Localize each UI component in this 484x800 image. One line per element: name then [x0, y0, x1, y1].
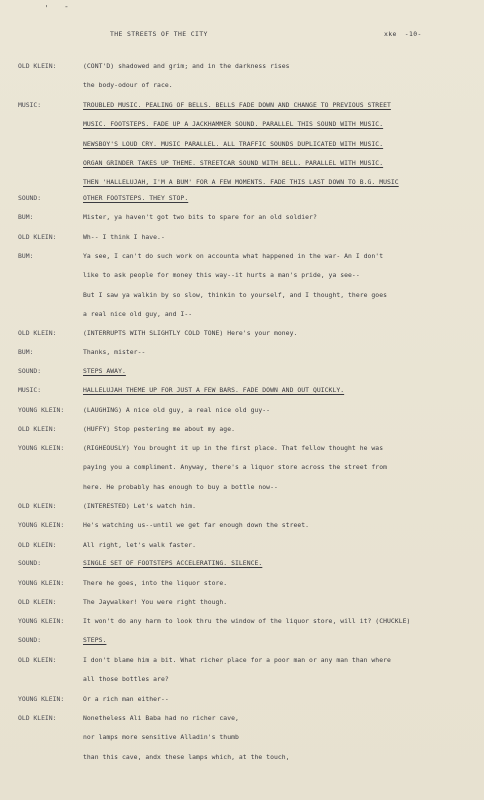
speaker-label: YOUNG KLEIN: [18, 521, 65, 529]
speaker-label: BUM: [18, 213, 34, 221]
speaker-label: YOUNG KLEIN: [18, 617, 65, 625]
speaker-label: YOUNG KLEIN: [18, 406, 65, 414]
cue-line: TROUBLED MUSIC. PEALING OF BELLS. BELLS FADE DOWN AND CHANGE TO PREVIOUS STREET [83, 101, 391, 109]
corner-mark: ' [44, 4, 49, 13]
speaker-label: MUSIC: [18, 386, 42, 394]
dialogue-line: all those bottles are? [83, 675, 169, 684]
speaker-label: OLD KLEIN: [18, 502, 57, 510]
speaker-label: SOUND: [18, 559, 42, 567]
dialogue-line: He's watching us--until we get far enough down the street. [83, 521, 310, 529]
dialogue-line: than this cave, andx these lamps which, at the touch, [83, 752, 290, 761]
cue-line: ORGAN GRINDER TAKES UP THEME. STREETCAR SOUND WITH BELL. PARALLEL WITH MUSIC. [83, 158, 384, 167]
dialogue-line: paying you a compliment. Anyway, there's a liquor store across the street from [83, 463, 388, 472]
corner-mark: - [64, 2, 69, 11]
page-header-title: THE STREETS OF THE CITY [110, 30, 208, 38]
speaker-label: SOUND: [18, 367, 42, 375]
speaker-label: MUSIC: [18, 101, 42, 109]
dialogue-line: (INTERESTED) Let's watch him. [83, 502, 197, 510]
dialogue-line: There he goes, into the liquor store. [83, 579, 228, 587]
dialogue-line: (LAUGHING) A nice old guy, a real nice old guy-- [83, 406, 271, 414]
speaker-label: OLD KLEIN: [18, 425, 57, 433]
cue-line: HALLELUJAH THEME UP FOR JUST A FEW BARS. FADE DOWN AND OUT QUICKLY. [83, 386, 345, 394]
dialogue-line: Nonetheless Ali Baba had no richer cave, [83, 714, 239, 722]
speaker-label: YOUNG KLEIN: [18, 695, 65, 703]
cue-line: NEWSBOY'S LOUD CRY. MUSIC PARALLEL. ALL TRAFFIC SOUNDS DUPLICATED WITH MUSIC. [83, 139, 384, 148]
speaker-label: OLD KLEIN: [18, 62, 57, 70]
dialogue-line: But I saw ya walkin by so slow, thinkin to yourself, and I thought, there goes [83, 290, 388, 299]
dialogue-line: It won't do any harm to look thru the window of the liquor store, will it? (CHUCKLE) [83, 617, 411, 625]
speaker-label: BUM: [18, 252, 34, 260]
cue-line: STEPS AWAY. [83, 367, 126, 375]
cue-line: OTHER FOOTSTEPS. THEY STOP. [83, 194, 189, 202]
page-number: -10- [404, 30, 422, 38]
dialogue-line: (RIGHEOUSLY) You brought it up in the first place. That fellow thought he was [83, 444, 384, 452]
dialogue-line: I don't blame him a bit. What richer place for a poor man or any man than where [83, 656, 391, 664]
dialogue-line: (CONT'D) shadowed and grim; and in the darkness rises [83, 62, 290, 70]
dialogue-line: nor lamps more sensitive Alladin's thumb [83, 733, 239, 742]
dialogue-line: Or a rich man either-- [83, 695, 169, 703]
speaker-label: BUM: [18, 348, 34, 356]
speaker-label: OLD KLEIN: [18, 714, 57, 722]
speaker-label: OLD KLEIN: [18, 329, 57, 337]
dialogue-line: Ya see, I can't do such work on accounta what happened in the war- An I don't [83, 252, 384, 260]
cue-line: SINGLE SET OF FOOTSTEPS ACCELERATING. SILENCE. [83, 559, 263, 567]
speaker-label: OLD KLEIN: [18, 541, 57, 549]
script-code: xke [384, 30, 397, 38]
speaker-label: OLD KLEIN: [18, 656, 57, 664]
dialogue-line: Thanks, mister-- [83, 348, 146, 356]
dialogue-line: like to ask people for money this way--it hurts a man's pride, ya see-- [83, 271, 360, 280]
speaker-label: YOUNG KLEIN: [18, 579, 65, 587]
cue-line: MUSIC. FOOTSTEPS. FADE UP A JACKHAMMER SOUND. PARALLEL THIS SOUND WITH MUSIC. [83, 120, 384, 129]
page-header-code [384, 30, 430, 38]
speaker-label: SOUND: [18, 636, 42, 644]
speaker-label: YOUNG KLEIN: [18, 444, 65, 452]
dialogue-line: Mister, ya haven't got two bits to spare for an old soldier? [83, 213, 317, 221]
dialogue-line: The Jaywalker! You were right though. [83, 598, 228, 606]
cue-line: STEPS. [83, 636, 107, 644]
dialogue-line: All right, let's walk faster. [83, 541, 197, 549]
dialogue-line: (INTERRUPTS WITH SLIGHTLY COLD TONE) Here's your money. [83, 329, 298, 337]
speaker-label: OLD KLEIN: [18, 233, 57, 241]
cue-line: THEN 'HALLELUJAH, I'M A BUM' FOR A FEW MOMENTS. FADE THIS LAST DOWN TO B.G. MUSIC [83, 178, 399, 187]
dialogue-line: here. He probably has enough to buy a bottle now-- [83, 482, 278, 491]
speaker-label: OLD KLEIN: [18, 598, 57, 606]
dialogue-line: Wh-- I think I have.- [83, 233, 165, 241]
dialogue-line: (HUFFY) Stop pestering me about my age. [83, 425, 236, 433]
dialogue-line: a real nice old guy, and I-- [83, 309, 193, 318]
dialogue-line: the body-odour of race. [83, 81, 173, 90]
speaker-label: SOUND: [18, 194, 42, 202]
